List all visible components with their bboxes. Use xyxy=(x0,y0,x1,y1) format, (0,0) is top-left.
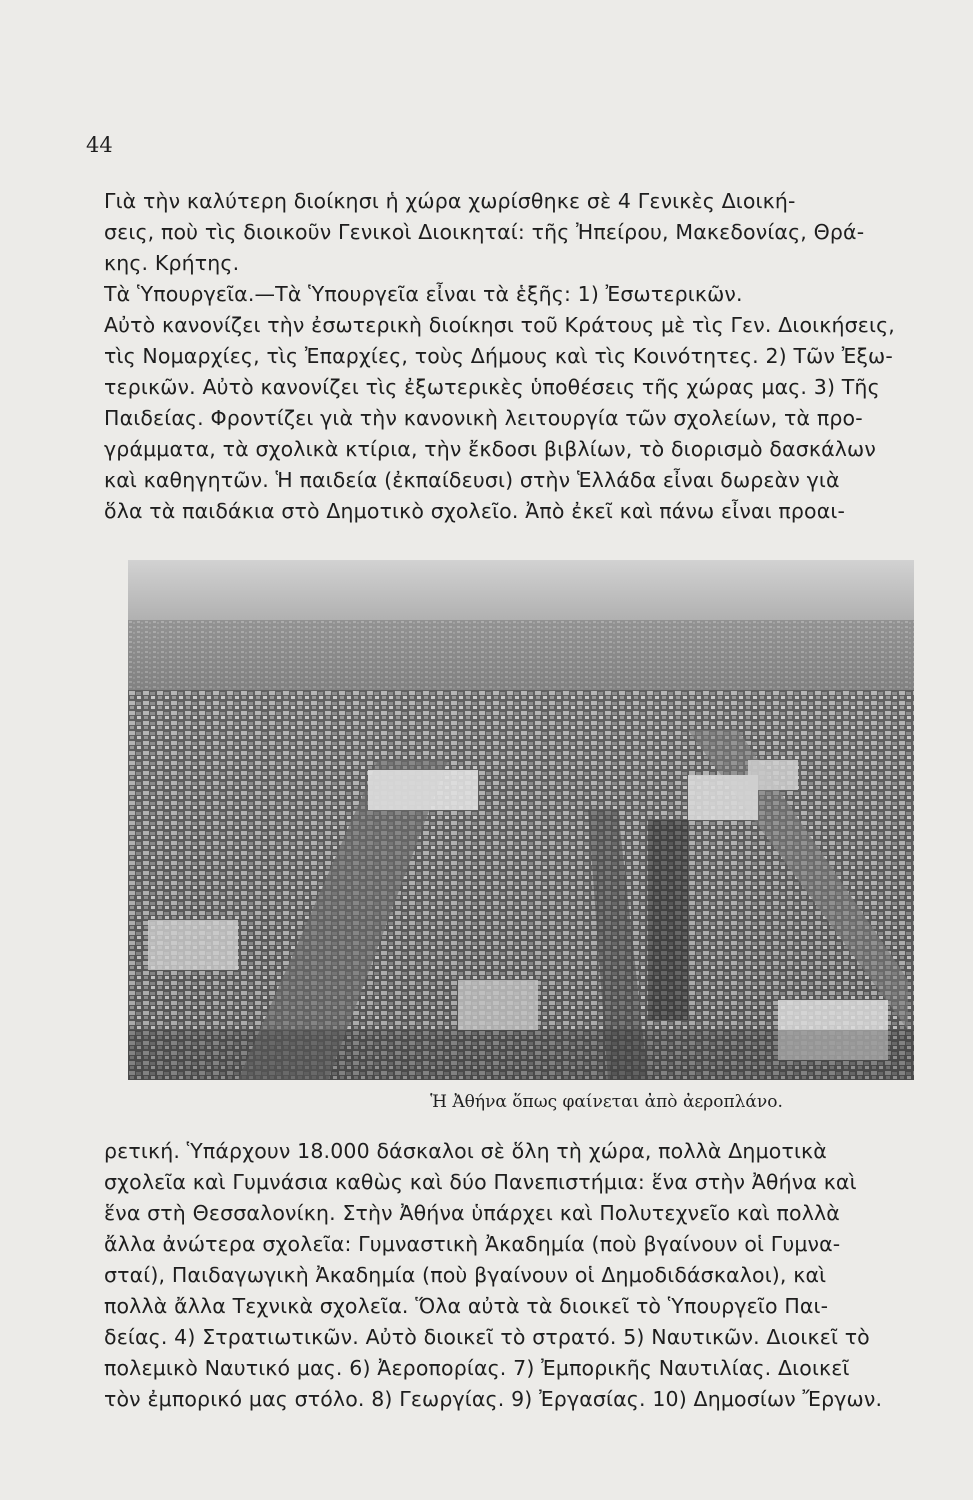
paragraph-top xyxy=(104,186,922,527)
athens-aerial-photo xyxy=(128,560,914,1080)
text-line: δείας. 4) Στρατιωτικῶν. Αὐτὸ διοικεῖ τὸ στρατό. 5) Ναυτικῶν. Διοικεῖ τὸ xyxy=(104,1325,870,1349)
text-line: σχολεῖα καὶ Γυμνάσια καθὼς καὶ δύο Πανεπιστήμια: ἕνα στὴν Ἀθήνα καὶ xyxy=(104,1170,857,1194)
city-illustration xyxy=(128,560,914,1080)
text-line: ἕνα στὴ Θεσσαλονίκη. Στὴν Ἀθήνα ὑπάρχει καὶ Πολυτεχνεῖο καὶ πολλὰ xyxy=(104,1201,840,1225)
text-line: τὶς Νομαρχίες, τὶς Ἐπαρχίες, τοὺς Δήμους καὶ τὶς Κοινότητες. 2) Τῶν Ἐξω- xyxy=(104,344,893,368)
text-line: σταί), Παιδαγωγικὴ Ἀκαδημία (ποὺ βγαίνουν οἱ Δημοδιδάσκαλοι), καὶ xyxy=(104,1263,827,1287)
photo-caption xyxy=(0,1092,973,1112)
text-line: Τὰ Ὑπουργεῖα.—Τὰ Ὑπουργεῖα εἶναι τὰ ἑξῆς: 1) Ἐσωτερικῶν. xyxy=(104,282,743,306)
text-line: Παιδείας. Φροντίζει γιὰ τὴν κανονικὴ λειτουργία τῶν σχολείων, τὰ προ- xyxy=(104,406,863,430)
text-line: ὅλα τὰ παιδάκια στὸ Δημοτικὸ σχολεῖο. Ἀπὸ ἐκεῖ καὶ πάνω εἶναι προαι- xyxy=(104,499,846,523)
text-line: γράμματα, τὰ σχολικὰ κτίρια, τὴν ἔκδοσι βιβλίων, τὸ διορισμὸ δασκάλων xyxy=(104,437,876,461)
paragraph-bottom xyxy=(104,1136,922,1415)
text-line: σεις, ποὺ τὶς διοικοῦν Γενικοὶ Διοικηταί: τῆς Ἠπείρου, Μακεδονίας, Θρά- xyxy=(104,220,865,244)
photo-caption-text: Ἡ Ἀθήνα ὅπως φαίνεται ἀπὸ ἀεροπλάνο. xyxy=(430,1092,783,1112)
text-line: πολεμικὸ Ναυτικό μας. 6) Ἀεροπορίας. 7) Ἐμπορικῆς Ναυτιλίας. Διοικεῖ xyxy=(104,1356,850,1380)
text-line: Αὐτὸ κανονίζει τὴν ἐσωτερικὴ διοίκησι τοῦ Κράτους μὲ τὶς Γεν. Διοικήσεις, xyxy=(104,313,895,337)
text-line: καὶ καθηγητῶν. Ἡ παιδεία (ἐκπαίδευσι) στὴν Ἑλλάδα εἶναι δωρεὰν γιὰ xyxy=(104,468,840,492)
text-line: Γιὰ τὴν καλύτερη διοίκησι ἡ χώρα χωρίσθηκε σὲ 4 Γενικὲς Διοική- xyxy=(104,189,796,213)
text-line: τὸν ἐμπορικό μας στόλο. 8) Γεωργίας. 9) Ἐργασίας. 10) Δημοσίων Ἔργων. xyxy=(104,1387,883,1411)
text-line: τερικῶν. Αὐτὸ κανονίζει τὶς ἐξωτερικὲς ὑποθέσεις τῆς χώρας μας. 3) Τῆς xyxy=(104,375,880,399)
text-line: πολλὰ ἄλλα Τεχνικὰ σχολεῖα. Ὅλα αὐτὰ τὰ διοικεῖ τὸ Ὑπουργεῖο Παι- xyxy=(104,1294,829,1318)
text-line: ἄλλα ἀνώτερα σχολεῖα: Γυμναστικὴ Ἀκαδημία (ποὺ βγαίνουν οἱ Γυμνα- xyxy=(104,1232,841,1256)
text-line: κης. Κρήτης. xyxy=(104,251,240,275)
page-number: 44 xyxy=(86,133,113,157)
text-line: ρετική. Ὑπάρχουν 18.000 δάσκαλοι σὲ ὅλη τὴ χώρα, πολλὰ Δημοτικὰ xyxy=(104,1139,827,1163)
